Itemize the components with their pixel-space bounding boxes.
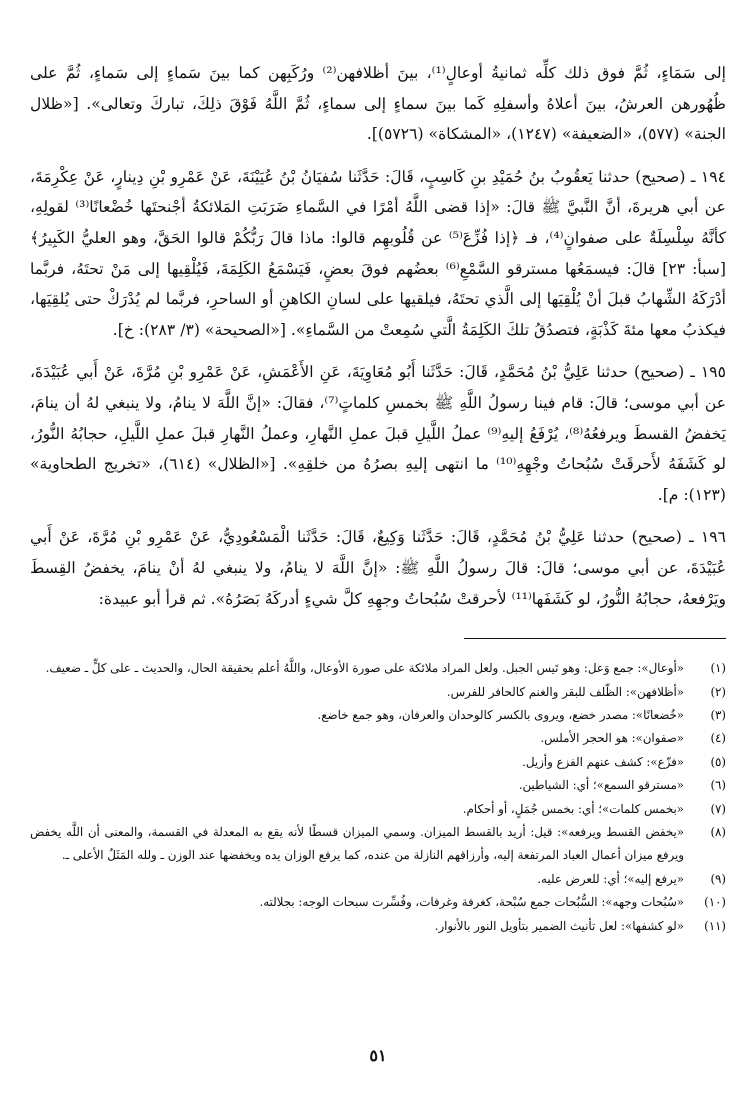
footnote-text: «خُضعانًا»: مصدر خضع، ويروى بالكسر كالوحدان والعرفان، وهو جمع خاضع.	[317, 707, 684, 722]
hadith-195: ١٩٥ ـ (صحيح) حدثنا عَلِيُّ بْنُ مُحَمَّدٍ، قَالَ: حَدَّثَنا أَبُو مُعَاوِيَةَ، عَنِ الأَعْمَشِ، عَنْ عَمْرِو بْنِ مُرَّةَ، عَنْ أَبي عُبَيْدَةَ، عن أبي موسى؛ قالَ: قام فينا رسولُ اللَّهِ ﷺ بخمسِ كلماتٍ⁽⁷⁾، فقالَ: «إنَّ اللَّهَ لا ينامُ، ولا ينبغي لهُ أن ينامَ، يَخفضُ القسطَ ويرفعُهُ⁽⁸⁾، يُرْفَعُ إليهِ⁽⁹⁾ عملُ اللَّيلِ قبلَ عملِ النَّهارِ، وعملُ النَّهارِ قبلَ عملِ اللَّيلِ، حجابُهُ النُّورُ، لو كَشَفَهُ لأَحرقَتْ سُبُحاتُ وجْهِهِ⁽¹⁰⁾ ما انتهى إليهِ بصرُهُ من خلقِهِ». [«الظلال» (٦١٤)، «تخريج الطحاوية» (١٢٣): م].	[30, 363, 727, 504]
main-text	[30, 58, 726, 614]
footnote-2	[30, 681, 726, 704]
footnote-9	[30, 868, 726, 891]
page-number: ٥١	[369, 1046, 387, 1065]
footnote-number: (٨)	[710, 824, 726, 839]
footnote-number: (٩)	[710, 871, 726, 886]
footnote-number: (١)	[710, 661, 726, 676]
footnote-number: (٣)	[710, 707, 726, 722]
footnote-text: «يرفع إليه»؛ أي: للعرض عليه.	[537, 871, 684, 886]
footnote-text: «فزّع»: كشف عنهم الفزع وأزيل.	[522, 754, 684, 769]
footnotes	[30, 657, 726, 938]
footnote-number: (١٠)	[704, 895, 726, 910]
footnote-4	[30, 727, 726, 750]
hadith-196: ١٩٦ ـ (صحيح) حدثنا عَلِيُّ بْنُ مُحَمَّدٍ، قَالَ: حَدَّثَنا وَكِيعٌ، قَالَ: حَدَّثَنا الْمَسْعُودِيُّ، عَنْ عَمْرِو بْنِ مُرَّةَ، عَنْ أَبي عُبَيْدَةَ، عن أبي موسى؛ قالَ: قالَ رسولُ اللَّهِ ﷺ: «إنَّ اللَّهَ لا ينامُ، ولا ينبغي لهُ أنْ ينامَ، يخفضُ القِسطَ ويَرْفعهُ، حجابُهُ النُّورُ، لو كَشَفَها⁽¹¹⁾ لأحرقتْ سُبُحاتُ وجهِهِ كلَّ شيءٍ أدركَهُ بَصَرُهُ». ثم قرأ أبو عبيدة:	[30, 528, 726, 608]
footnote-text: «يخفض القسط ويرفعه»: قيل: أريد بالقسط الميزان. وسمي الميزان قسطًا لأنه يقع به المعدلة في القسمة، والمعنى أن اللَّه يخفض ويرفع ميزان أعمال العباد المرتفعة إليه، وأرزاقهم النازلة من عنده، كما يرفع الوزان يده ويخفضها عند الوزن ـ ولله المَثَلُ الأعلى ـ.	[30, 824, 684, 863]
footnote-number: (٧)	[710, 801, 726, 816]
footnote-text: «أوعال»: جمع وَعل: وهو تَيس الجبل. ولعل المراد ملائكة على صورة الأوعال، واللَّهُ أعلم بحقيقة الحال، والحديث ـ على كلٍّ ـ ضعيف.	[45, 661, 684, 676]
footnote-number: (٤)	[710, 731, 726, 746]
footnote-text: «بخمس كلمات»؛ أي: بخمس جُمَلٍ، أو أحكام.	[462, 801, 684, 816]
footnote-5	[30, 751, 726, 774]
footnote-1	[30, 657, 726, 680]
footnote-11	[30, 915, 726, 938]
footnote-number: (٢)	[710, 684, 726, 699]
footnote-7	[30, 798, 726, 821]
footnote-number: (٥)	[710, 754, 726, 769]
footnote-number: (٦)	[710, 778, 726, 793]
footnote-10	[30, 891, 726, 914]
footnote-6	[30, 774, 726, 797]
footnote-3	[30, 704, 726, 727]
footnote-separator	[464, 638, 726, 639]
paragraph-continuation: إلى سَمَاءٍ، ثُمَّ فوق ذلك كلِّه ثمانيةُ أوعالٍ⁽¹⁾، بينَ أظلافهن⁽²⁾ ورُكَبِهن كما بينَ سَماءٍ إلى سَماءٍ، ثُمَّ على ظُهُورهن العرشُ، بينَ أعلاهُ وأسفلِهِ كَما بينَ سماءٍ إلى سماءٍ، ثُمَّ اللَّهُ فَوْقَ ذلِكَ، تباركَ وتعالى». [«ظلال الجنة» (٥٧٧)، «الضعيفة» (١٢٤٧)، «المشكاة» (٥٧٢٦)].	[30, 64, 727, 144]
footnote-text: «أظلافهن»: الظّلف للبقر والغنم كالحافر للفرس.	[446, 684, 684, 699]
footnote-text: «صفوان»: هو الحجر الأملس.	[540, 731, 684, 746]
footnote-text: «لو كشفها»: لعل تأنيث الضمير بتأويل النور بالأنوار.	[434, 918, 684, 933]
footnote-text: «سُبُحات وجهه»: السُّبُحات جمع سُبْحة، كغرفة وغرفات، وفُسِّرت سبحات الوجه: بجلالته.	[259, 895, 684, 910]
hadith-194: ١٩٤ ـ (صحيح) حدثنا يَعقُوبُ بنُ حُمَيْدِ بنِ كَاسِبٍ، قَالَ: حَدَّثَنا سُفيَانُ بْنُ عُيَيْنَةَ، عَنْ عَمْرِو بْنِ دِينارٍ، عَنْ عِكْرِمَةَ، عن أبي هريرةَ، أنَّ النَّبيَّ ﷺ قالَ: «إذا قضى اللَّهُ أمْرًا في السَّماءِ ضَرَبَتِ المَلائكةُ أجْنحتَها خُضْعانًا⁽³⁾ لقولِهِ، كأنَّهُ سِلْسِلَةٌ على صفوانٍ⁽⁴⁾، فـ ﴿إذا فُزِّعَ⁽⁵⁾ عن قُلُوبهِم قالوا: ماذا قالَ رَبُّكُمْ قالوا الحَقَّ، وهو العليُّ الكَبِيرُ﴾ [سبأ: ٢٣] قالَ: فيسمَعُها مسترقو السَّمْعِ⁽⁶⁾ بعضُهم فوقَ بعضٍ، فَيَسْمَعُ الكَلِمَةَ، فَيُلْقِيها إلى مَنْ تحتَهُ، فربَّما أدْرَكَهُ الشِّهابُ قبلَ أنْ يُلْقِيَها إلى الَّذي تحتَهُ، فيلقيها على لسانِ الكاهنِ أو الساحرِ، فربَّما لم يُدْرَكْ حتى يُلقِيَها، فيكذبُ معها مئةَ كَذْبَةٍ، فتصدُقُ تلكَ الكَلِمَةُ الَّتي سُمِعتْ من السَّماءِ». [«الصحيحة» (٣/ ٢٨٣): خ].	[30, 167, 726, 339]
footnote-text: «مسترقو السمع»؛ أي: الشياطين.	[518, 778, 684, 793]
footnote-8	[30, 821, 726, 868]
footnote-number: (١١)	[704, 918, 726, 933]
